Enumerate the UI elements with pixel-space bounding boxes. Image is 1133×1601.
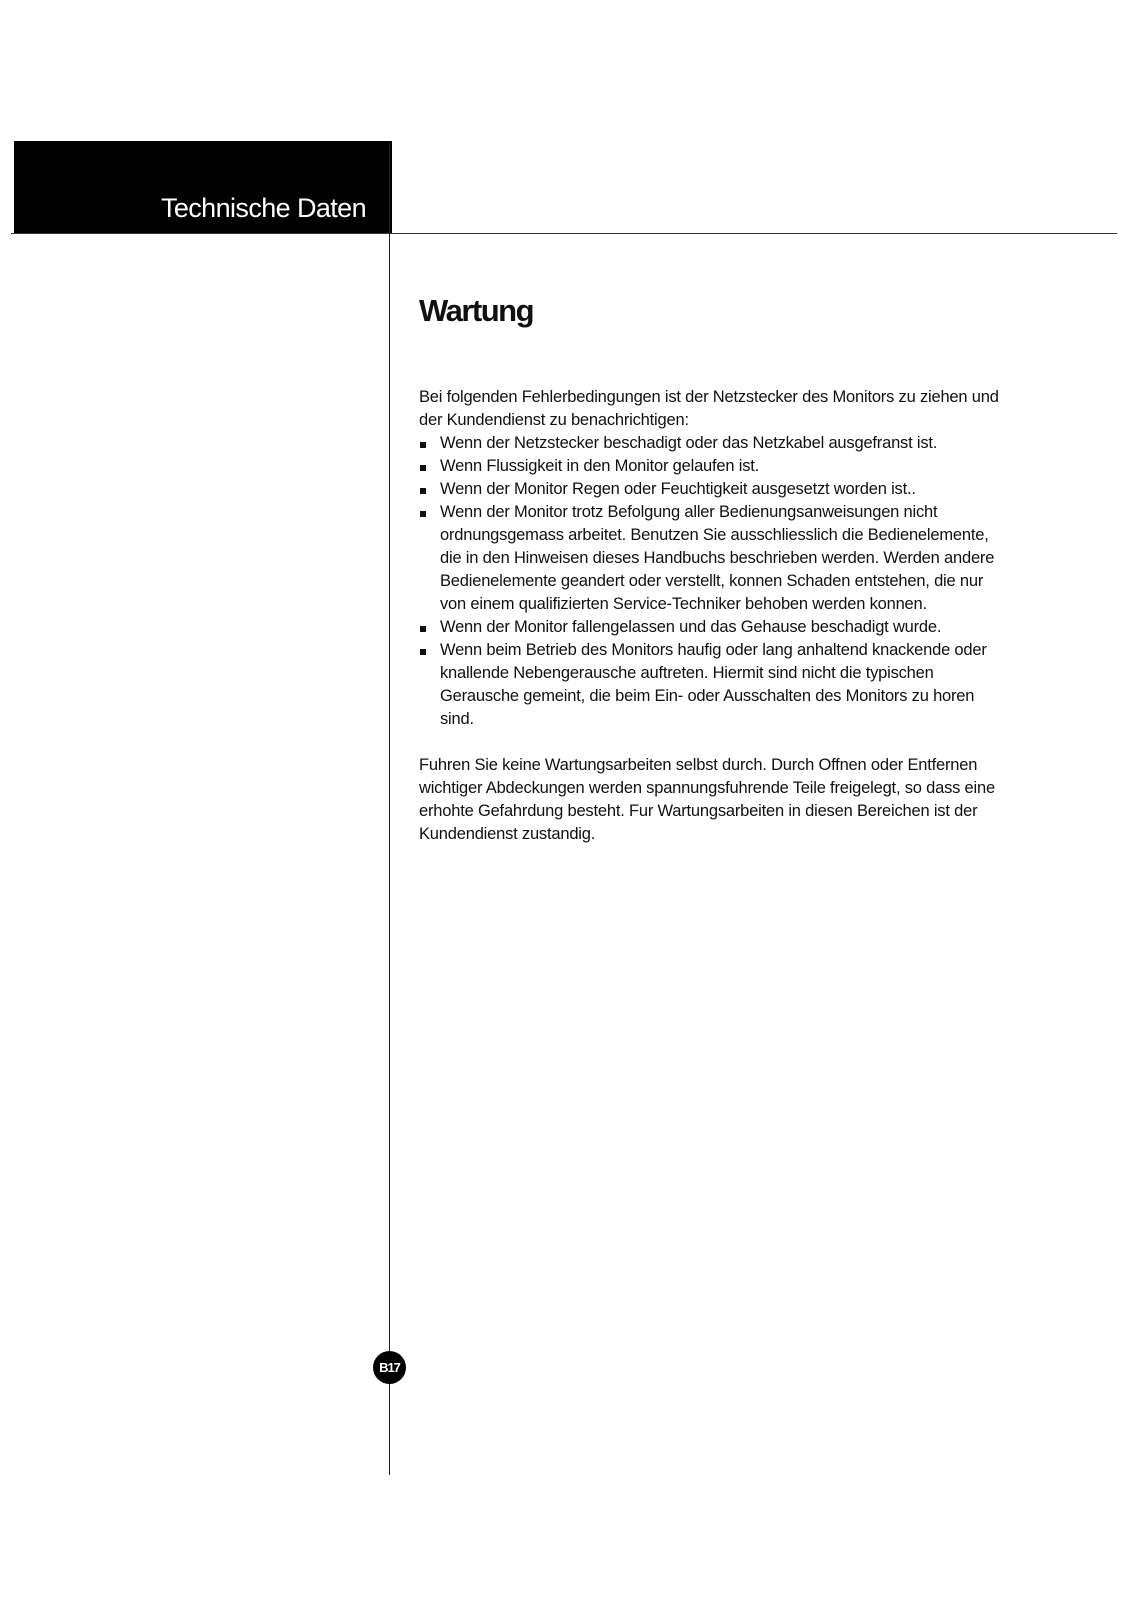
closing-paragraph: Fuhren Sie keine Wartungsarbeiten selbst durch. Durch Offnen oder Entfernen wichtiger Abdeckungen werden spannungsfuhrende Teile freigelegt, so dass eine erhohte Gefahrdung besteht. Fur Wartungsarbeiten in diesen Bereichen ist der Kundendienst zustandig. <box>419 756 995 843</box>
list-item-text: Wenn der Monitor Regen oder Feuchtigkeit ausgesetzt worden ist.. <box>440 480 916 498</box>
square-bullet-icon <box>420 442 426 448</box>
vertical-divider <box>389 141 390 1475</box>
square-bullet-icon <box>420 465 426 471</box>
list-item-text: Wenn der Netzstecker beschadigt oder das Netzkabel ausgefranst ist. <box>440 434 938 452</box>
maintenance-content <box>419 386 999 846</box>
list-item-text: Wenn der Monitor fallengelassen und das Gehause beschadigt wurde. <box>440 618 942 636</box>
square-bullet-icon <box>420 626 426 632</box>
fault-conditions-list <box>419 432 999 731</box>
page-number-badge: B17 <box>373 1351 406 1384</box>
square-bullet-icon <box>420 649 426 655</box>
list-item <box>419 455 999 478</box>
square-bullet-icon <box>420 511 426 517</box>
list-item <box>419 478 999 501</box>
page-title: Wartung <box>419 292 534 328</box>
list-item <box>419 616 999 639</box>
square-bullet-icon <box>420 488 426 494</box>
section-title: Technische Daten <box>160 193 366 223</box>
list-item-text: Wenn Flussigkeit in den Monitor gelaufen ist. <box>440 457 760 475</box>
header-divider <box>11 233 1117 234</box>
list-item-text: Wenn der Monitor trotz Befolgung aller Bedienungsanweisungen nicht ordnungsgemass arbeitet. Benutzen Sie ausschliesslich die Bedienelemente, die in den Hinweisen dieses Handbuchs beschrieben werden. Werden andere Bedienelemente geandert oder verstellt, konnen Schaden entstehen, die nur von einem qualifizierten Service-Techniker behoben werden konnen. <box>440 503 995 613</box>
list-item <box>419 639 999 731</box>
list-item <box>419 501 999 616</box>
section-header-banner <box>14 141 392 234</box>
list-item <box>419 432 999 455</box>
list-item-text: Wenn beim Betrieb des Monitors haufig oder lang anhaltend knackende oder knallende Nebengerausche auftreten. Hiermit sind nicht die typischen Gerausche gemeint, die beim Ein- oder Ausschalten des Monitors zu horen sind. <box>440 641 987 728</box>
intro-paragraph: Bei folgenden Fehlerbedingungen ist der Netzstecker des Monitors zu ziehen und der Kundendienst zu benachrichtigen: <box>419 388 999 429</box>
